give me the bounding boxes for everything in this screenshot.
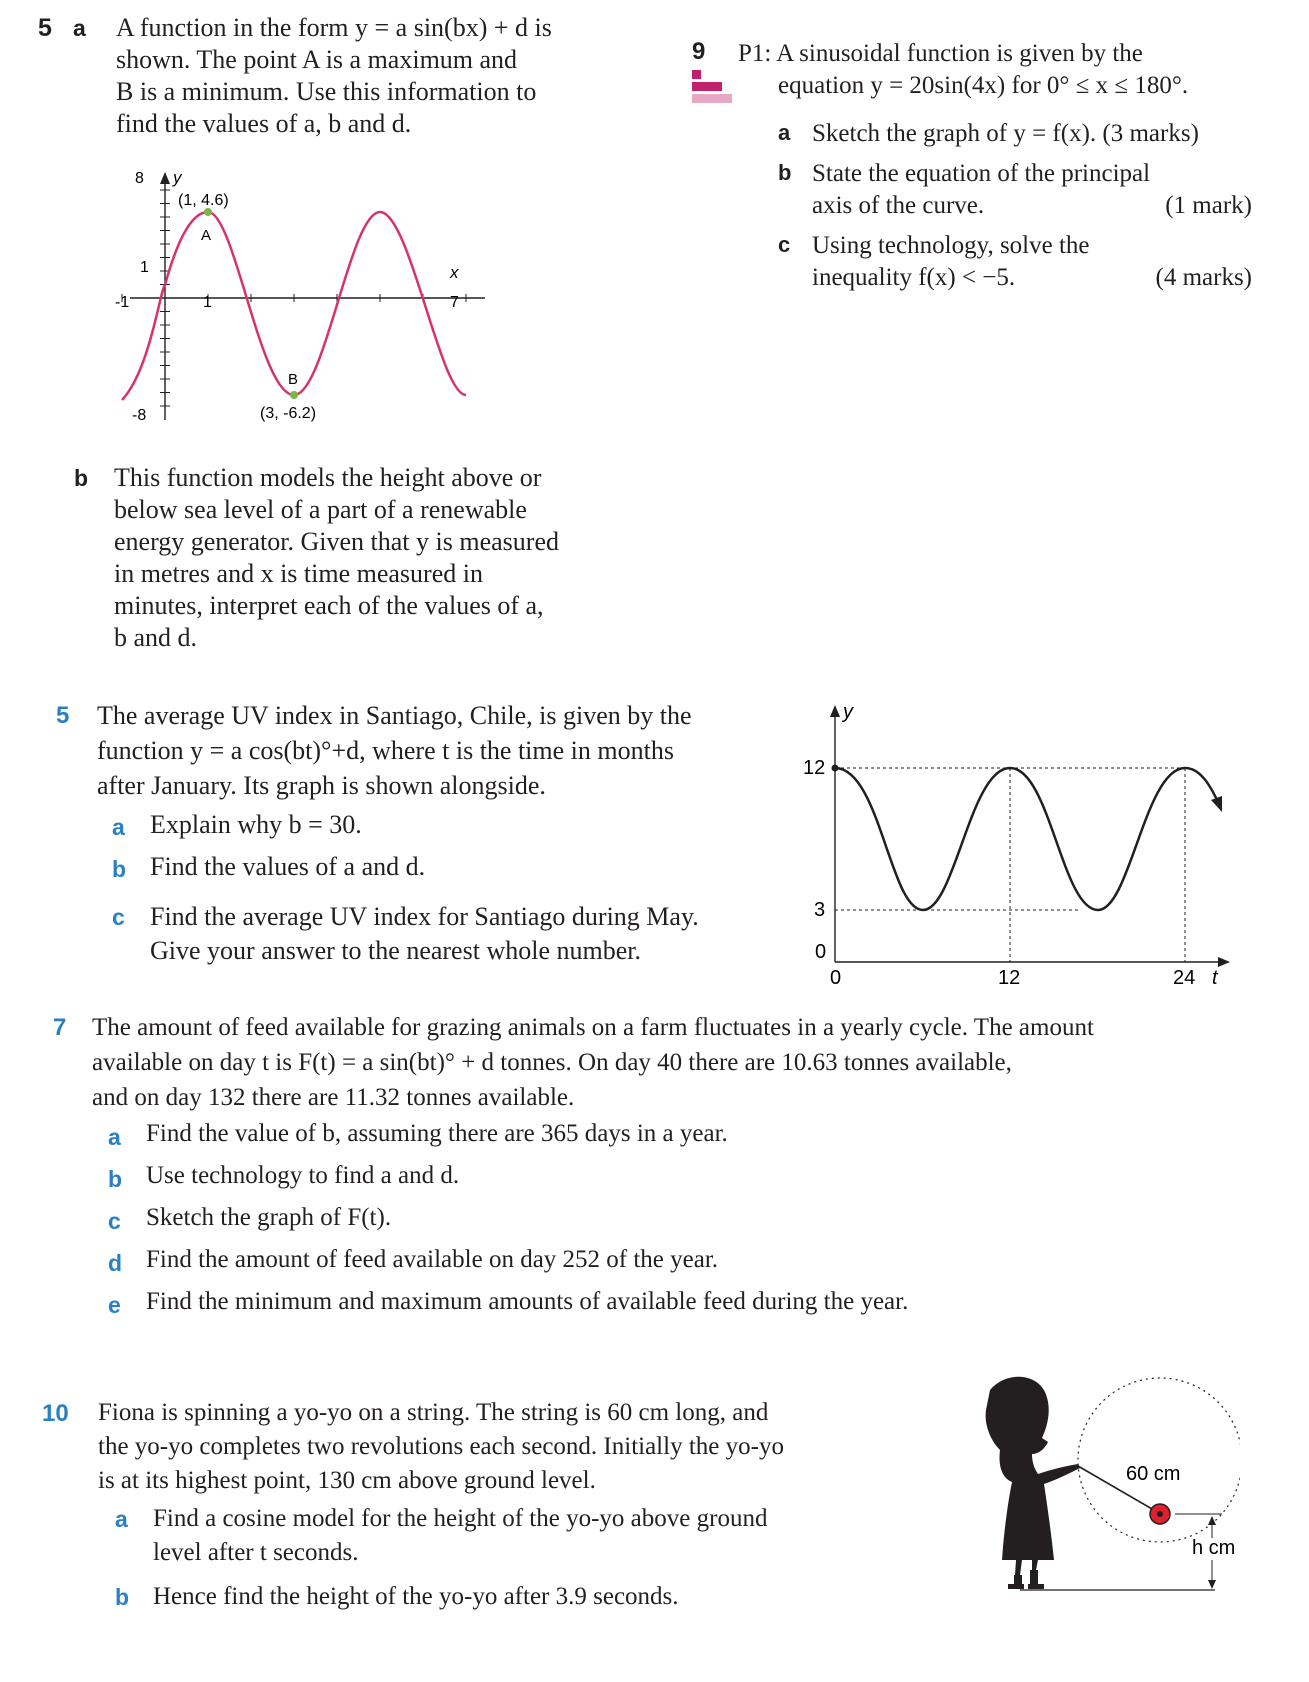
- q9-intro-line: P1: A sinusoidal function is given by the: [738, 40, 1143, 67]
- q9-number: 9: [692, 38, 706, 65]
- q10-intro-line: the yo-yo completes two revolutions each second. Initially the yo-yo: [98, 1433, 784, 1460]
- q5b-uv-graph: [790, 700, 1230, 990]
- q5a-line: shown. The point A is a maximum and: [116, 45, 518, 74]
- q5b-intro-line: function y = a cos(bt)°+d, where t is the time in months: [97, 736, 674, 765]
- q5a-point-a-coords: (1, 4.6): [178, 192, 229, 209]
- q7-part-d-text: Find the amount of feed available on day 252 of the year.: [146, 1246, 719, 1273]
- q5b-t-axis-label: t: [1212, 967, 1218, 989]
- q5a-point-b: [290, 391, 298, 399]
- q5b-curve: [835, 768, 1218, 910]
- q10-yoyo-figure: [960, 1370, 1240, 1600]
- q9-part-b-text: [812, 158, 1252, 222]
- q5a-point-a: [204, 208, 212, 216]
- q5b-y-axis-arrow: [830, 705, 840, 717]
- q5a-point-b-label: B: [288, 371, 299, 388]
- q9-difficulty-bar: [692, 70, 701, 79]
- q10-intro: [98, 1396, 784, 1498]
- q9-part-a-text: Sketch the graph of y = f(x). (3 marks): [812, 120, 1199, 147]
- q5a-line: in metres and x is time measured in: [114, 559, 483, 588]
- q10-part-a-line: Find a cosine model for the height of the yo-yo above ground: [153, 1505, 768, 1532]
- q7-part-b-text: Use technology to find a and d.: [146, 1162, 460, 1189]
- q5a-part-a-letter: a: [73, 15, 86, 41]
- q10-part-a-text: [153, 1502, 767, 1570]
- q9-part-c-marks: (4 marks): [1155, 264, 1252, 291]
- q7-number: 7: [53, 1014, 67, 1041]
- q10-yoyo-center: [1157, 1511, 1163, 1517]
- q5a-part-b-text: [114, 462, 559, 654]
- q5b-start-point: [832, 765, 839, 772]
- q10-intro-line: Fiona is spinning a yo-yo on a string. The string is 60 cm long, and: [98, 1399, 769, 1426]
- q5a-line: A function in the form y = a sin(bx) + d is: [116, 13, 552, 42]
- q9-part-c-letter: c: [778, 232, 791, 257]
- q5a-point-b-coords: (3, -6.2): [260, 405, 317, 422]
- q5b-number: 5: [56, 702, 70, 729]
- q5b-intro-line: The average UV index in Santiago, Chile, is given by the: [97, 701, 692, 730]
- q10-part-a-letter: a: [115, 1506, 128, 1532]
- q7-part-d-letter: d: [108, 1250, 123, 1276]
- q5b-origin-y: 0: [815, 941, 827, 963]
- q10-girl-silhouette: [986, 1377, 1080, 1589]
- q5a-line: b and d.: [114, 623, 198, 652]
- q9-part-b-line-text: axis of the curve.: [812, 192, 985, 219]
- q10-intro-line: is at its highest point, 130 cm above ground level.: [98, 1467, 596, 1494]
- q9-difficulty-indicator: [692, 70, 732, 103]
- q5b-part-c-line: Find the average UV index for Santiago during May.: [150, 902, 699, 931]
- q5a-number: 5: [38, 14, 52, 42]
- q5a-x-one-tick: 1: [203, 294, 212, 311]
- q9-part-a-letter: a: [778, 120, 791, 145]
- q5b-part-c-text: [150, 900, 699, 968]
- q5b-curve-arrow: [1211, 796, 1222, 812]
- q7-intro-line: available on day t is F(t) = a sin(bt)° + d tonnes. On day 40 there are 10.63 tonnes available,: [92, 1049, 1012, 1076]
- q5b-t-tick-12: 12: [998, 967, 1021, 989]
- q5a-y-axis-arrow: [160, 172, 170, 184]
- q9-part-c-text: [812, 230, 1252, 294]
- q5a-part-a-text: [116, 12, 552, 140]
- q5b-origin-t: 0: [830, 967, 842, 989]
- q5a-line: find the values of a, b and d.: [116, 109, 412, 138]
- q10-part-b-letter: b: [115, 1584, 130, 1610]
- q9-intro-line: equation y = 20sin(4x) for 0° ≤ x ≤ 180°.: [778, 72, 1189, 99]
- q5b-y-axis-label: y: [843, 701, 853, 723]
- q5a-y-axis-label: y: [173, 170, 182, 187]
- q5a-x-seven-tick: 7: [450, 294, 459, 311]
- q5a-y-one-tick: 1: [140, 259, 149, 276]
- q10-height-arrow-up: [1208, 1516, 1216, 1525]
- q9-part-b-line: [812, 190, 1252, 222]
- q9-part-c-line-text: inequality f(x) < −5.: [812, 264, 1016, 291]
- q10-part-a-line: level after t seconds.: [153, 1539, 359, 1566]
- q7-part-b-letter: b: [108, 1166, 123, 1192]
- q10-height-label: h cm: [1192, 1537, 1236, 1559]
- q7-intro: [92, 1010, 1094, 1115]
- q7-intro-line: and on day 132 there are 11.32 tonnes available.: [92, 1084, 575, 1111]
- q7-part-c-letter: c: [108, 1208, 121, 1234]
- q5a-line: below sea level of a part of a renewable: [114, 495, 527, 524]
- q7-part-e-letter: e: [108, 1292, 121, 1318]
- q5b-y-tick-12: 12: [803, 757, 826, 779]
- q5b-t-tick-24: 24: [1173, 967, 1196, 989]
- q5b-part-a-text: Explain why b = 30.: [150, 810, 362, 839]
- q9-part-b-letter: b: [778, 160, 792, 185]
- q10-string-label: 60 cm: [1126, 1463, 1181, 1485]
- q5a-line: minutes, interpret each of the values of a,: [114, 591, 544, 620]
- q5b-intro: [97, 698, 692, 803]
- q5b-y-tick-3: 3: [814, 899, 826, 921]
- q5b-part-a-letter: a: [112, 814, 125, 840]
- q9-part-b-line: State the equation of the principal: [812, 160, 1151, 187]
- q9-difficulty-bar: [692, 94, 732, 103]
- q5a-y-top-tick: 8: [135, 170, 144, 187]
- q5a-line: energy generator. Given that y is measured: [114, 527, 559, 556]
- q5a-x-neg-tick: -1: [115, 294, 130, 311]
- q7-part-a-letter: a: [108, 1124, 121, 1150]
- q5b-part-b-text: Find the values of a and d.: [150, 852, 426, 881]
- q5a-line: B is a minimum. Use this information to: [116, 77, 537, 106]
- q5b-t-axis-arrow: [1218, 957, 1230, 967]
- q9-part-c-line: [812, 262, 1252, 294]
- q5a-x-axis-label: x: [450, 263, 459, 282]
- q10-height-arrow-down: [1208, 1580, 1216, 1589]
- q9-part-c-line: Using technology, solve the: [812, 232, 1090, 259]
- q5a-y-bottom-tick: -8: [132, 407, 147, 424]
- q5a-part-b-letter: b: [74, 465, 89, 491]
- q5b-intro-line: after January. Its graph is shown alongside.: [97, 771, 546, 800]
- q10-part-b-text: Hence find the height of the yo-yo after 3.9 seconds.: [153, 1583, 679, 1610]
- q9-intro: [738, 38, 1143, 70]
- q7-part-a-text: Find the value of b, assuming there are 365 days in a year.: [146, 1120, 728, 1147]
- q7-part-e-text: Find the minimum and maximum amounts of available feed during the year.: [146, 1288, 909, 1315]
- q5b-part-c-line: Give your answer to the nearest whole number.: [150, 936, 641, 965]
- q9-part-b-marks: (1 mark): [1165, 192, 1252, 219]
- q10-number: 10: [42, 1400, 69, 1427]
- q7-part-c-text: Sketch the graph of F(t).: [146, 1204, 392, 1231]
- q5a-point-a-label: A: [201, 227, 212, 244]
- q5a-sine-graph: [110, 170, 510, 430]
- q5a-line: This function models the height above or: [114, 463, 542, 492]
- q5b-part-b-letter: b: [112, 856, 127, 882]
- q9-difficulty-bar: [692, 82, 722, 91]
- q5b-part-c-letter: c: [112, 904, 125, 930]
- q7-intro-line: The amount of feed available for grazing animals on a farm fluctuates in a yearly cycle. The amount: [92, 1014, 1094, 1041]
